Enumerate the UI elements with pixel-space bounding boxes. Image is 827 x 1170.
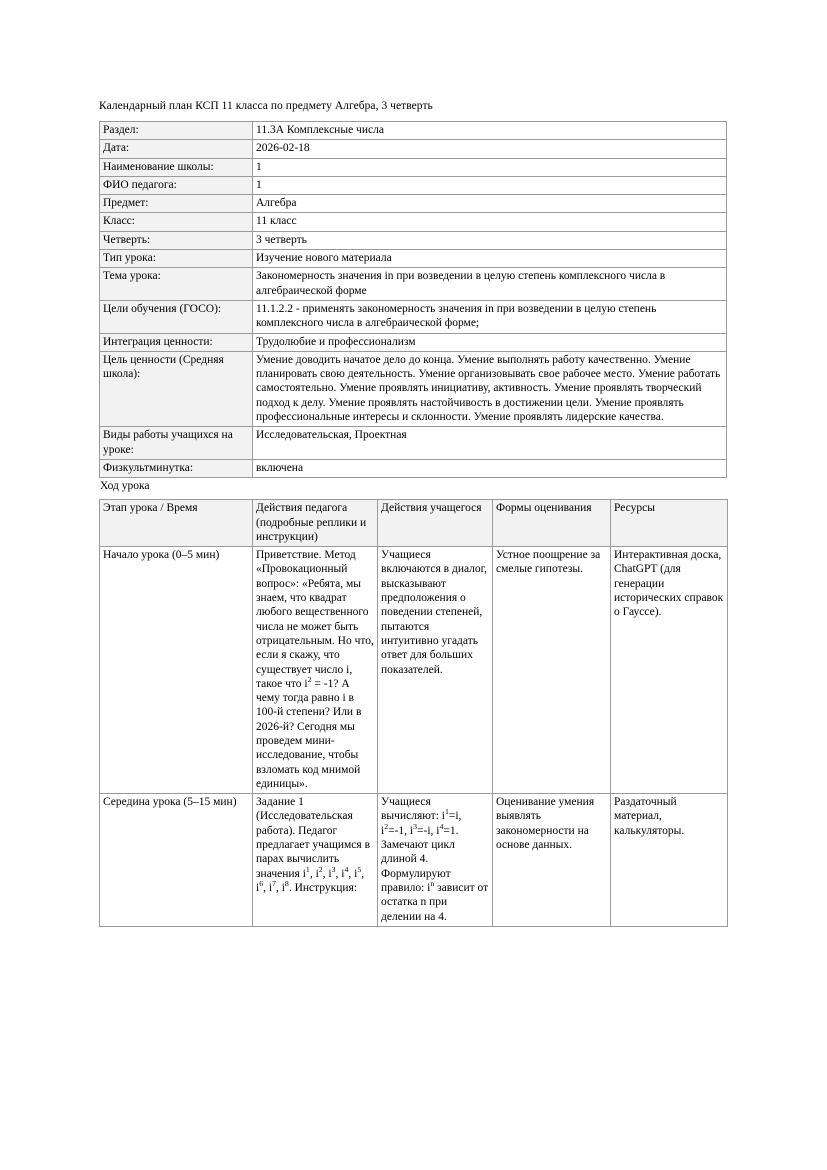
table-row bbox=[100, 195, 727, 213]
metadata-label: Интеграция ценности: bbox=[100, 333, 253, 351]
teacher-actions-cell: Задание 1 (Исследовательская работа). Педагог предлагает учащимся в парах вычислить значения $i^1$, $i^2$, $i^3$, $i^4$, $i^5$, $i^6$, $i^7$, $i^8$. Инструкция: bbox=[253, 794, 378, 927]
table-row bbox=[100, 794, 728, 927]
table-row bbox=[100, 427, 727, 460]
table-row bbox=[100, 268, 727, 301]
table-row bbox=[100, 213, 727, 231]
metadata-label: ФИО педагога: bbox=[100, 176, 253, 194]
metadata-label: Физкультминутка: bbox=[100, 459, 253, 477]
resources-cell: Интерактивная доска, ChatGPT (для генерации исторических справок о Гауссе). bbox=[611, 547, 728, 794]
column-header: Действия учащегося bbox=[378, 500, 493, 547]
metadata-label: Цель ценности (Средняя школа): bbox=[100, 351, 253, 426]
metadata-label: Раздел: bbox=[100, 122, 253, 140]
metadata-label: Виды работы учащихся на уроке: bbox=[100, 427, 253, 460]
lesson-stage-cell: Середина урока (5–15 мин) bbox=[100, 794, 253, 927]
metadata-value: Исследовательская, Проектная bbox=[253, 427, 727, 460]
lesson-metadata-table bbox=[99, 121, 727, 478]
assessment-forms-cell: Устное поощрение за смелые гипотезы. bbox=[493, 547, 611, 794]
metadata-label: Тема урока: bbox=[100, 268, 253, 301]
metadata-value: Алгебра bbox=[253, 195, 727, 213]
metadata-label: Дата: bbox=[100, 140, 253, 158]
teacher-actions-cell: Приветствие. Метод «Провокационный вопрос»: «Ребята, мы знаем, что квадрат любого вещественного числа не может быть отрицательным. Но что, если я скажу, что существует число i, такое что $i^2 = -1$? А чему тогда равно i в 100-й степени? Или в 2026-й? Сегодня мы проведем мини-исследование, чтобы взломать код мнимой единицы». bbox=[253, 547, 378, 794]
metadata-label: Четверть: bbox=[100, 231, 253, 249]
metadata-label: Цели обучения (ГОСО): bbox=[100, 300, 253, 333]
metadata-value: 1 bbox=[253, 176, 727, 194]
column-header: Действия педагога (подробные реплики и инструкции) bbox=[253, 500, 378, 547]
table-row bbox=[100, 158, 727, 176]
table-row bbox=[100, 140, 727, 158]
metadata-value: 2026-02-18 bbox=[253, 140, 727, 158]
flow-section-caption: Ход урока bbox=[100, 480, 150, 493]
metadata-value: 11.3А Комплексные числа bbox=[253, 122, 727, 140]
table-row bbox=[100, 250, 727, 268]
table-row bbox=[100, 300, 727, 333]
metadata-value: Закономерность значения in при возведении в целую степень комплексного числа в алгебраической форме bbox=[253, 268, 727, 301]
assessment-forms-cell: Оценивание умения выявлять закономерности на основе данных. bbox=[493, 794, 611, 927]
page-title: Календарный план КСП 11 класса по предмету Алгебра, 3 четверть bbox=[99, 100, 433, 112]
metadata-value: Умение доводить начатое дело до конца. Умение выполнять работу качественно. Умение планировать свою деятельность. Умение организовывать свое рабочее место. Умение работать самостоятельно. Умение проявлять инициативу, активность. Умение проявлять творческий подход к делу. Умение проявлять настойчивость в достижении цели. Умение проявлять профессиональные интересы и склонности. Умение проявлять лидерские качества. bbox=[253, 351, 727, 426]
table-row bbox=[100, 333, 727, 351]
table-header-row bbox=[100, 500, 728, 547]
table-row bbox=[100, 547, 728, 794]
table-row bbox=[100, 176, 727, 194]
lesson-stage-cell: Начало урока (0–5 мин) bbox=[100, 547, 253, 794]
student-actions-cell: Учащиеся включаются в диалог, высказывают предположения о поведении степеней, пытаются интуитивно угадать ответ для больших показателей. bbox=[378, 547, 493, 794]
table-row bbox=[100, 122, 727, 140]
table-row bbox=[100, 351, 727, 426]
table-row bbox=[100, 231, 727, 249]
metadata-value: 11 класс bbox=[253, 213, 727, 231]
metadata-label: Предмет: bbox=[100, 195, 253, 213]
metadata-value: включена bbox=[253, 459, 727, 477]
student-actions-cell: Учащиеся вычисляют: $i^1=i$, $i^2=-1$, $i^3=-i$, $i^4=1$. Замечают цикл длиной 4. Формулируют правило: $i^n$ зависит от остатка n при делении на 4. bbox=[378, 794, 493, 927]
metadata-value: Трудолюбие и профессионализм bbox=[253, 333, 727, 351]
resources-cell: Раздаточный материал, калькуляторы. bbox=[611, 794, 728, 927]
metadata-label: Тип урока: bbox=[100, 250, 253, 268]
table-row bbox=[100, 459, 727, 477]
lesson-flow-table bbox=[99, 499, 728, 927]
metadata-value: 11.1.2.2 - применять закономерность значения in при возведении в целую степень комплексного числа в алгебраической форме; bbox=[253, 300, 727, 333]
column-header: Формы оценивания bbox=[493, 500, 611, 547]
metadata-value: Изучение нового материала bbox=[253, 250, 727, 268]
column-header: Ресурсы bbox=[611, 500, 728, 547]
metadata-label: Класс: bbox=[100, 213, 253, 231]
column-header: Этап урока / Время bbox=[100, 500, 253, 547]
metadata-value: 3 четверть bbox=[253, 231, 727, 249]
metadata-value: 1 bbox=[253, 158, 727, 176]
metadata-label: Наименование школы: bbox=[100, 158, 253, 176]
